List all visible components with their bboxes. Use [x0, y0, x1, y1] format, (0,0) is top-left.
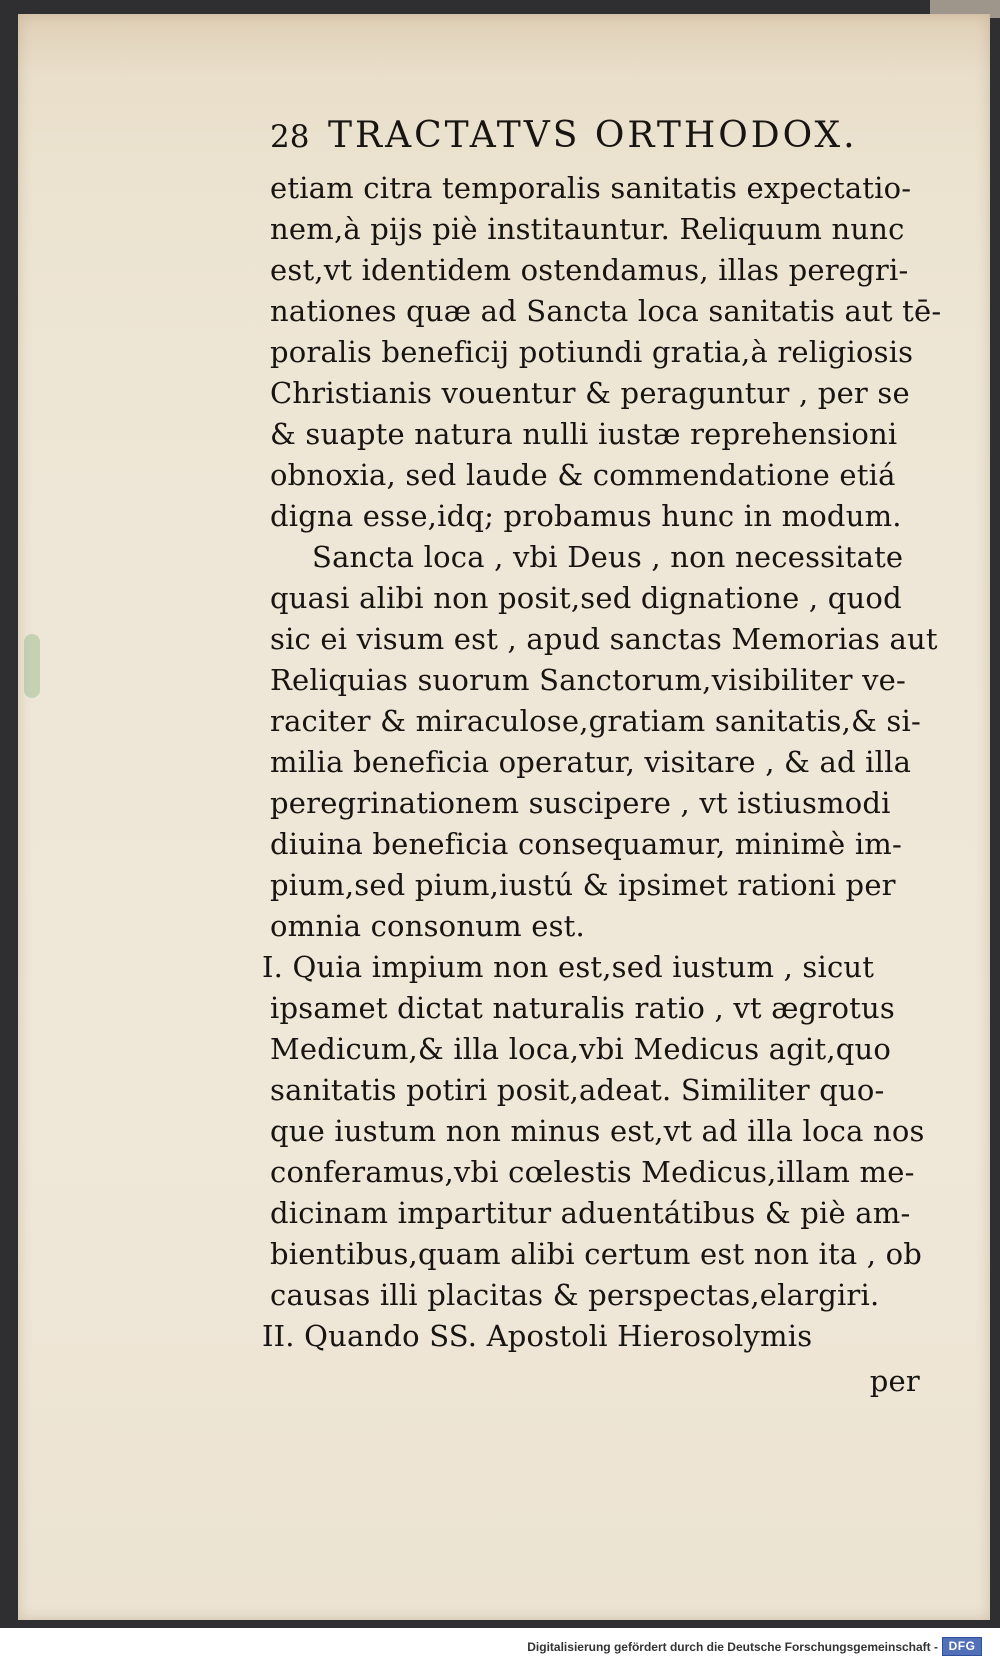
- text-line: omnia consonum est.: [270, 909, 585, 943]
- text-line: bientibus,quam alibi certum est non ita , ob: [270, 1237, 923, 1271]
- page-number: 28: [270, 119, 310, 155]
- text-line: milia beneficia operatur, visitare , & ad illa: [270, 745, 912, 779]
- text-line: quasi alibi non posit,sed dignatione , quod: [270, 581, 902, 615]
- text-line: que iustum non minus est,vt ad illa loca nos: [270, 1114, 925, 1148]
- text-line: etiam citra temporalis sanitatis expectatio-: [270, 171, 912, 205]
- paragraph-start-line: Sancta loca , vbi Deus , non necessitate: [312, 540, 904, 574]
- text-line: obnoxia, sed laude & commendatione etiá: [270, 458, 896, 492]
- footer-band: [0, 1628, 1000, 1663]
- body-text: [262, 168, 990, 1402]
- page-text-block: [262, 110, 990, 1402]
- text-line: pium,sed pium,iustú & ipsimet rationi per: [270, 868, 896, 902]
- text-line: Reliquias suorum Sanctorum,visibiliter ve-: [270, 663, 907, 697]
- running-head: [270, 110, 950, 166]
- text-line: est,vt identidem ostendamus, illas peregri-: [270, 253, 909, 287]
- book-page: [18, 14, 990, 1620]
- dfg-logo: DFG: [942, 1637, 982, 1656]
- catchword: per: [869, 1364, 920, 1398]
- text-line: raciter & miraculose,gratiam sanitatis,& si-: [270, 704, 921, 738]
- text-line: nationes quæ ad Sancta loca sanitatis aut tē-: [270, 294, 942, 328]
- text-line: diuina beneficia consequamur, minimè im-: [270, 827, 902, 861]
- text-line: nem,à pijs piè institauntur. Reliquum nunc: [270, 212, 905, 246]
- numbered-paragraph-line: I. Quia impium non est,sed iustum , sicut: [262, 950, 875, 984]
- text-line: & suapte natura nulli iustæ reprehensioni: [270, 417, 898, 451]
- text-line: sanitatis potiri posit,adeat. Similiter quo-: [270, 1073, 885, 1107]
- text-line: peregrinationem suscipere , vt istiusmodi: [270, 786, 891, 820]
- text-line: poralis beneficij potiundi gratia,à religiosis: [270, 335, 914, 369]
- text-line: digna esse,idq; probamus hunc in modum.: [270, 499, 902, 533]
- running-title: TRACTATVS ORTHODOX.: [328, 115, 858, 156]
- text-line: Christianis vouentur & peraguntur , per se: [270, 376, 910, 410]
- numbered-paragraph-line: II. Quando SS. Apostoli Hierosolymis: [262, 1319, 813, 1353]
- text-line: ipsamet dictat naturalis ratio , vt ægrotus: [270, 991, 895, 1025]
- text-line: Medicum,& illa loca,vbi Medicus agit,quo: [270, 1032, 892, 1066]
- text-line: sic ei visum est , apud sanctas Memorias aut: [270, 622, 938, 656]
- text-line: causas illi placitas & perspectas,elargiri.: [270, 1278, 880, 1312]
- text-line: conferamus,vbi cœlestis Medicus,illam me-: [270, 1155, 915, 1189]
- funding-credit: Digitalisierung gefördert durch die Deutsche Forschungsgemeinschaft -: [527, 1640, 938, 1654]
- text-line: dicinam impartitur aduentátibus & piè am-: [270, 1196, 911, 1230]
